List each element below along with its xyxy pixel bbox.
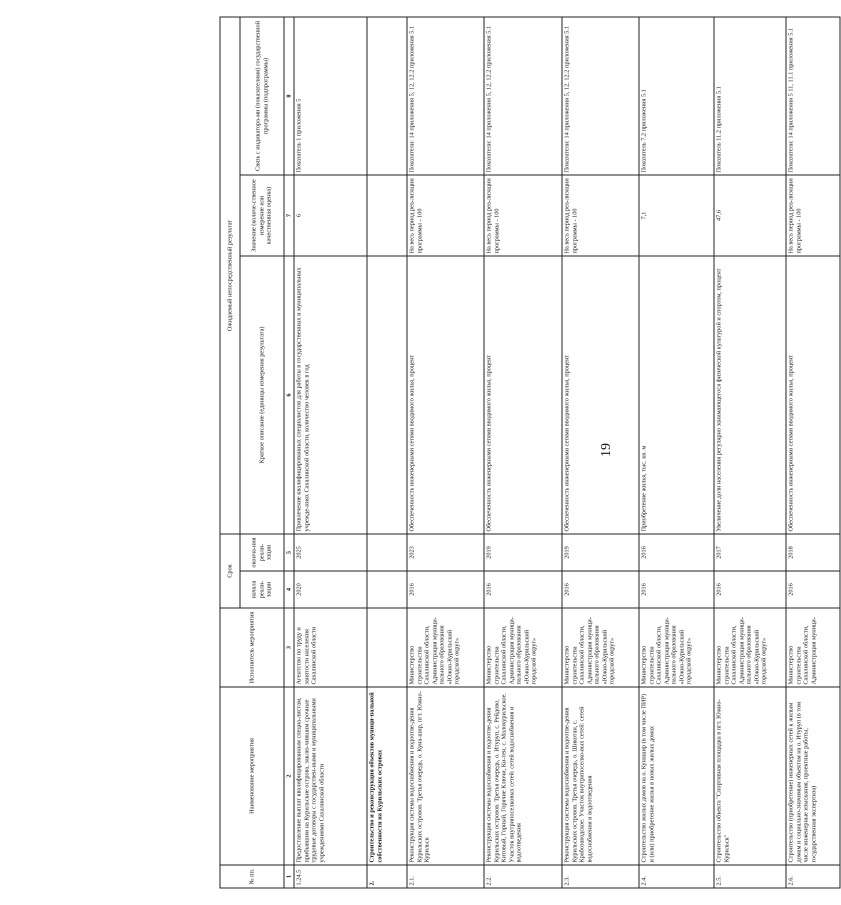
header-desc: Краткое описание (единицы измерения результата)	[240, 256, 284, 534]
table-row	[484, 17, 562, 888]
row-number: 2.5.	[714, 865, 786, 888]
end-year: 2018	[786, 534, 840, 571]
start-year: 2020	[294, 571, 367, 608]
column-number: 1	[284, 865, 294, 888]
header-result: Ожидаемый непосредственный результат	[220, 17, 240, 534]
column-number: 7	[284, 175, 294, 256]
row-number: 2.3.	[562, 865, 639, 888]
table-row	[714, 17, 786, 888]
page-number: 19	[599, 443, 614, 457]
table-row	[786, 17, 840, 888]
header-name: Наименование мероприятия	[220, 687, 284, 865]
column-number: 2	[284, 687, 294, 865]
start-year: 2016	[639, 571, 714, 608]
end-year: 2017	[714, 534, 786, 571]
result-description: Обеспеченность инженерными сетями вводимого жилья, процент	[407, 256, 484, 534]
header-end: оконча-ния реали-зации	[240, 534, 284, 571]
result-description: Обеспеченность инженерными сетями вводимого жилья, процент	[786, 256, 840, 534]
measures-table	[220, 16, 841, 888]
measure-executor: Министерство строительства Сахалинской области, Администрация муници-пального образования «Южно-Курильский городской округ»	[562, 608, 639, 687]
indicator-link: Показатель 11.2 приложения 5.1	[714, 17, 786, 175]
row-number: 1.24.5	[294, 865, 367, 888]
measure-executor: Министерство строительства Сахалинской области, Администрация муници-пального образования «Южно-Курильский городской округ»	[407, 608, 484, 687]
table-row	[294, 17, 367, 888]
result-description: Увеличение доли населения регулярно занимающегося физической культурой и спортом, процент	[714, 256, 786, 534]
row-number: 2.1.	[407, 865, 484, 888]
result-description: Обеспеченность инженерными сетями вводимого жилья, процент	[484, 256, 562, 534]
measure-name: Строительство жилых домов на о. Кунашир (в том числе ПИР) и (или) приобретение жилья в новых жилых домах	[639, 687, 714, 865]
measure-name: Предоставление выплат квалифицированным специа-листам, прибывшим на Курильские острова, заклю-чившим срочные трудовые договоры с государствен-ными и муниципальными учреждениями Сахалинской области	[294, 687, 367, 865]
result-value: 7,1	[639, 175, 714, 256]
start-year: 2016	[407, 571, 484, 608]
measure-executor: Министерство строительства Сахалинской области, Администрация муници-пального образования «Южно-Курильский городской округ»	[639, 608, 714, 687]
result-description: Приобретение жилья, тыс. кв. м	[639, 256, 714, 534]
column-number: 3	[284, 608, 294, 687]
start-year: 2016	[562, 571, 639, 608]
row-number: 2.6.	[786, 865, 840, 888]
header-start: начала реали-зации	[240, 571, 284, 608]
section-row	[367, 17, 407, 888]
column-number-row	[284, 17, 294, 888]
header-link: Связь с индикатора-ми (показателями) государственной программы (подпрограммы)	[240, 17, 284, 175]
header-num: № пп.	[220, 865, 284, 888]
row-number: 2.4.	[639, 865, 714, 888]
column-number: 6	[284, 256, 294, 534]
result-value: 47,6	[714, 175, 786, 256]
result-value: На весь период реа-лизации программы - 100	[407, 175, 484, 256]
table-row	[639, 17, 714, 888]
measure-executor: Министерство строительства Сахалинской области, Администрация муници-пального образования «Южно-Курильский городской округ»	[484, 608, 562, 687]
start-year: 2016	[714, 571, 786, 608]
header-executor: Исполнитель мероприятия	[220, 608, 284, 687]
measure-name: Строительство (приобретение) инженерных сетей к жилым домам и социально-значимым объектам на о. Итуруп (в том числе инженерные изыскания, проектные работы, государственная экспертиза)	[786, 687, 840, 865]
start-year: 2016	[786, 571, 840, 608]
indicator-link: Показатели: 14 приложения 5, 12, 12.2 приложения 5.1	[407, 17, 484, 175]
measure-name: Реконструкция системы водоснабжения и водоотве-дения Курильских островов. Третья очередь, о. Итуруп, с. Рейдово, Китовый, Горный, Горячие Ключи, Ки-тен, с. Малокурильское. Участок внутрипоселковых сетей: сетей водоснабжения и водоотведения	[484, 687, 562, 865]
column-number: 4	[284, 571, 294, 608]
indicator-link: Показатели: 14 приложения 5 11, 11.1 приложения 5.1	[786, 17, 840, 175]
table-frame	[220, 18, 818, 889]
section-number: 2.	[367, 865, 407, 888]
measure-executor: Министерство строительства Сахалинской области, Администрация муници-	[786, 608, 840, 687]
result-value: На весь период реа-лизации программы - 100	[786, 175, 840, 256]
result-value: 6	[294, 175, 367, 256]
end-year: 2016	[639, 534, 714, 571]
header-term: Срок	[220, 534, 240, 608]
result-description: Привлечение квалифицированных специалистов для работы в государственных и муниципальных учрежде-ниях Сахалинской области, количество человек в год	[294, 256, 367, 534]
measure-name: Строительство объекта "Спортивная площадка в пгт. Южно-Курильск"	[714, 687, 786, 865]
indicator-link: Показатели: 14 приложения 5, 12, 12.2 приложения 5.1	[484, 17, 562, 175]
table-row	[562, 17, 639, 888]
column-number: 5	[284, 534, 294, 571]
measure-executor: Агентство по труду и занятости населения Сахалинской области	[294, 608, 367, 687]
table-row	[407, 17, 484, 888]
start-year: 2016	[484, 571, 562, 608]
result-value: На весь период реа-лизации программы - 100	[562, 175, 639, 256]
measure-name: Реконструкция системы водоснабжения и водоотве-дения Курильских островов. Третья очередь, о. Куна-шир, пгт. Южно-Курильск	[407, 687, 484, 865]
end-year: 2023	[407, 534, 484, 571]
indicator-link: Показатель 7.2 приложения 5.1	[639, 17, 714, 175]
end-year: 2025	[294, 534, 367, 571]
indicator-link: Показатель 1 приложения 5	[294, 17, 367, 175]
indicator-link: Показатели: 14 приложения 5, 12, 12.2 приложения 5.1	[562, 17, 639, 175]
header-value: Значение (количе-ственное измерение или качественная оценка)	[240, 175, 284, 256]
row-number: 2.2.	[484, 865, 562, 888]
end-year: 2019	[562, 534, 639, 571]
measure-executor: Министерство строительства Сахалинской области, Администрация муници-пального образования «Южно-Курильский городской округ»	[714, 608, 786, 687]
result-description: Обеспеченность инженерными сетями вводимого жилья, процент	[562, 256, 639, 534]
section-title: Строительство и реконструкция объектов муници-пальной собственности на Курильских островах	[367, 687, 407, 865]
measure-name: Реконструкция системы водоснабжения и водоотве-дения Курильских островов. Третья очередь, о. Шикотан, с. Крабозаводское. Участок внутрипоселко-вых сетей: сетей водоснабжения и водоотведения	[562, 687, 639, 865]
column-number: 8	[284, 17, 294, 175]
result-value: На весь период реа-лизации программы - 100	[484, 175, 562, 256]
end-year: 2019	[484, 534, 562, 571]
